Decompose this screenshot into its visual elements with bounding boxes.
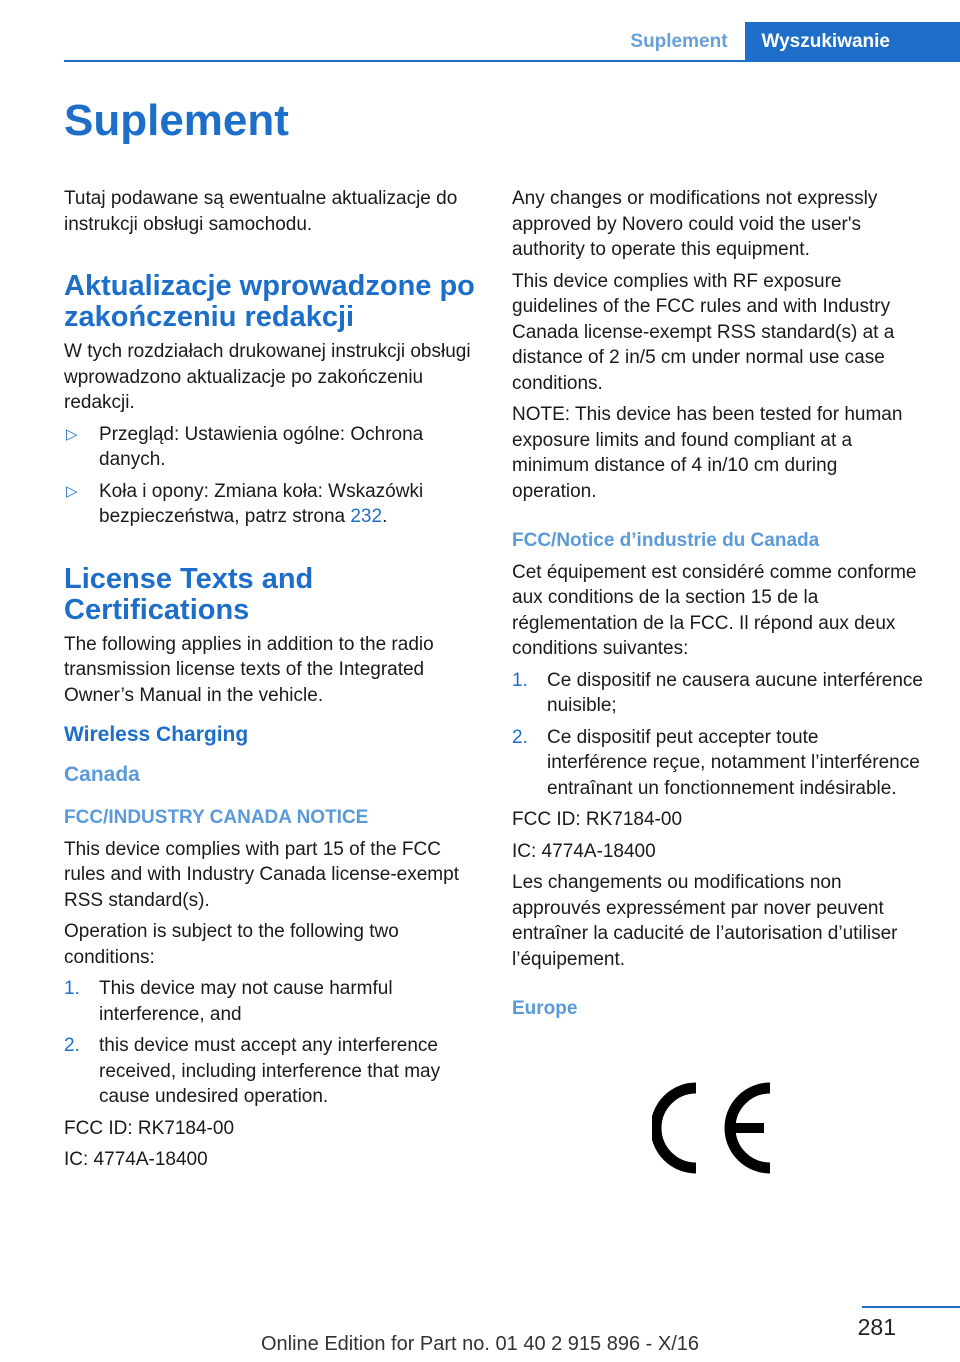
fcc-id-fr: FCC ID: RK7184-00 — [512, 809, 683, 830]
list-item-text: Koła i opony: Zmiana koła: Wskazówki bezpieczeństwa, patrz strona — [99, 480, 424, 527]
wireless-heading: Wireless Charging — [64, 723, 249, 746]
license-heading: License Texts and Certifications — [64, 562, 314, 626]
fcc-paragraph: This device complies with part 15 of the FCC rules and with Industry Canada license-exempt RSS standard(s). — [64, 838, 459, 911]
list-item — [64, 1033, 482, 1110]
updates-heading: Aktualizacje wprowadzone po zakończeniu redakcji — [64, 270, 475, 333]
list-number: 2. — [512, 726, 528, 748]
list-number: 1. — [64, 978, 80, 999]
canada-heading: Canada — [64, 762, 140, 786]
header-active-tab[interactable]: Wyszukiwanie — [745, 22, 960, 62]
list-item-text: Przegląd: Ustawienia ogólne: Ochrona danych. — [99, 423, 424, 470]
list-item-text: Ce dispositif peut accepter toute interférence reçue, notamment l’interférence entraînant un fonctionnement indésirable. — [547, 726, 920, 799]
ce-mark-icon — [652, 1082, 778, 1174]
list-item — [64, 479, 482, 530]
left-column — [64, 186, 482, 1179]
list-item — [512, 668, 924, 719]
right-column — [512, 186, 924, 1028]
note-paragraph: NOTE: This device has been tested for human exposure limits and found compliant at a minimum distance of 4 in/10 cm during operation. — [512, 404, 903, 502]
europe-heading: Europe — [512, 998, 578, 1019]
ic-number: IC: 4774A-18400 — [64, 1149, 208, 1170]
list-item-text: Ce dispositif ne causera aucune interférence nuisible; — [547, 669, 924, 716]
conditions-list — [64, 976, 482, 1110]
list-item — [64, 422, 482, 473]
fr-notice-heading: FCC/Notice d’industrie du Canada — [512, 530, 820, 551]
list-item-suffix: . — [382, 506, 388, 527]
page-number: 281 — [857, 1314, 896, 1340]
list-item-text: This device may not cause harmful interference, and — [99, 978, 393, 1025]
operation-paragraph: Operation is subject to the following two conditions: — [64, 921, 399, 968]
fcc-notice-heading: FCC/INDUSTRY CANADA NOTICE — [64, 807, 369, 828]
changes-paragraph: Any changes or modifications not expressly approved by Novero could void the user's authority to operate this equipment. — [512, 188, 878, 260]
list-number: 2. — [64, 1035, 80, 1056]
list-item — [512, 725, 924, 802]
fr-changes-paragraph: Les changements ou modifications non approuvés expressément par nover peuvent entraîner la caducité de l’autorisation d’utiliser l’équipement. — [512, 872, 898, 970]
license-paragraph: The following applies in addition to the radio transmission license texts of the Integrated Owner’s Manual in the vehicle. — [64, 633, 434, 706]
triangle-bullet-icon: ▷ — [66, 482, 78, 500]
list-item-text: this device must accept any interference received, including interference that may cause undesired operation. — [99, 1035, 441, 1107]
page-header — [613, 22, 960, 62]
edition-footer: Online Edition for Part no. 01 40 2 915 896 - X/16 — [260, 1333, 700, 1355]
list-item — [64, 976, 482, 1027]
footer-rule — [862, 1306, 960, 1308]
page-reference-link[interactable]: 232 — [350, 506, 383, 527]
list-number: 1. — [512, 669, 528, 691]
header-section-label[interactable]: Suplement — [630, 31, 728, 52]
updates-paragraph: W tych rozdziałach drukowanej instrukcji obsługi wprowadzono aktualizacje po zakończeniu redakcji. — [64, 341, 471, 413]
intro-paragraph: Tutaj podawane są ewentualne aktualizacje do instrukcji obsługi samochodu. — [64, 188, 458, 235]
triangle-bullet-icon: ▷ — [66, 425, 78, 443]
fcc-id: FCC ID: RK7184-00 — [64, 1117, 235, 1139]
fr-conditions-list — [512, 668, 924, 802]
ic-number-fr: IC: 4774A-18400 — [512, 840, 656, 862]
updates-list — [64, 422, 482, 530]
rf-exposure-paragraph: This device complies with RF exposure guidelines of the FCC rules and with Industry Canada license-exempt RSS standard(s) at a distance of 2 in/5 cm under normal use case conditions. — [512, 270, 895, 394]
page-title: Suplement — [64, 96, 289, 145]
fr-paragraph: Cet équipement est considéré comme conforme aux conditions de la section 15 de la réglementation de la FCC. Il répond aux deux conditions suivantes: — [512, 561, 917, 659]
